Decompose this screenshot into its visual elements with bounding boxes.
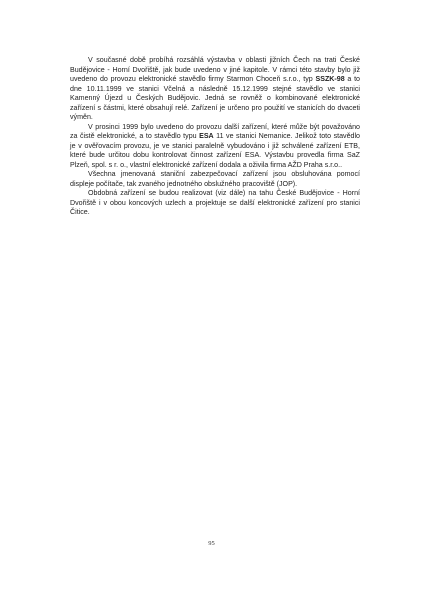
paragraph-1 (70, 56, 360, 123)
paragraph-4-text: Obdobná zařízení se budou realizovat (viz dále) na tahu České Budějovice - Horní Dvořiště i v obou koncových uzlech a projektuje se další elektronické zařízení pro stanici Čitice. (70, 189, 360, 216)
paragraph-4 (70, 189, 360, 218)
paragraph-1-text-b: a to dne 10.11.1999 ve stanici Včelná a následně 15.12.1999 stejné stavědlo ve stanici Kamenný Újezd u Českých Budějovic. Jedná se rovněž o kombinované elektronické zařízení s částmi, které obsahují relé. Zařízení je určeno pro použití ve stanicích do dvaceti výměn. (70, 75, 361, 121)
paragraph-1-bold-sszk: SSZK-98 (315, 75, 345, 83)
paragraph-3-text: Všechna jmenovaná staniční zabezpečovací zařízení jsou obsluhována pomocí displeje počítače, tak zvaného jednotného obslužného pracoviště (JOP). (70, 170, 360, 188)
page-number: 95 (208, 540, 215, 547)
paragraph-2 (70, 123, 360, 171)
paragraph-3 (70, 170, 360, 189)
paragraph-1-text-a: V současné době probíhá rozsáhlá výstavba v oblasti jižních Čech na trati České Budějovice - Horní Dvořiště, jak bude uvedeno v jiné kapitole. V rámci této stavby bylo již uvedeno do provozu elektronické stavědlo firmy Starmon Choceň s.r.o., typ (70, 56, 360, 83)
body-text (70, 56, 360, 218)
paragraph-2-text-b: 11 ve stanici Nemanice. Jelikož toto stavědlo je v ověřovacím provozu, je ve stanici paralelně vybudováno i již schválené zařízení ETB, které bude určitou dobu kontrolovat činnost zařízení ESA. Výstavbu provedla firma SaZ Plzeň, spol. s r. o., vlastní elektronické zařízení dodala a oživila firma AŽD Praha s.r.o.. (70, 132, 360, 169)
paragraph-2-text-a: V prosinci 1999 bylo uvedeno do provozu další zařízení, které může být považováno za čistě elektronické, a to stavědlo typu (70, 122, 360, 140)
paragraph-2-bold-esa: ESA (199, 132, 214, 140)
